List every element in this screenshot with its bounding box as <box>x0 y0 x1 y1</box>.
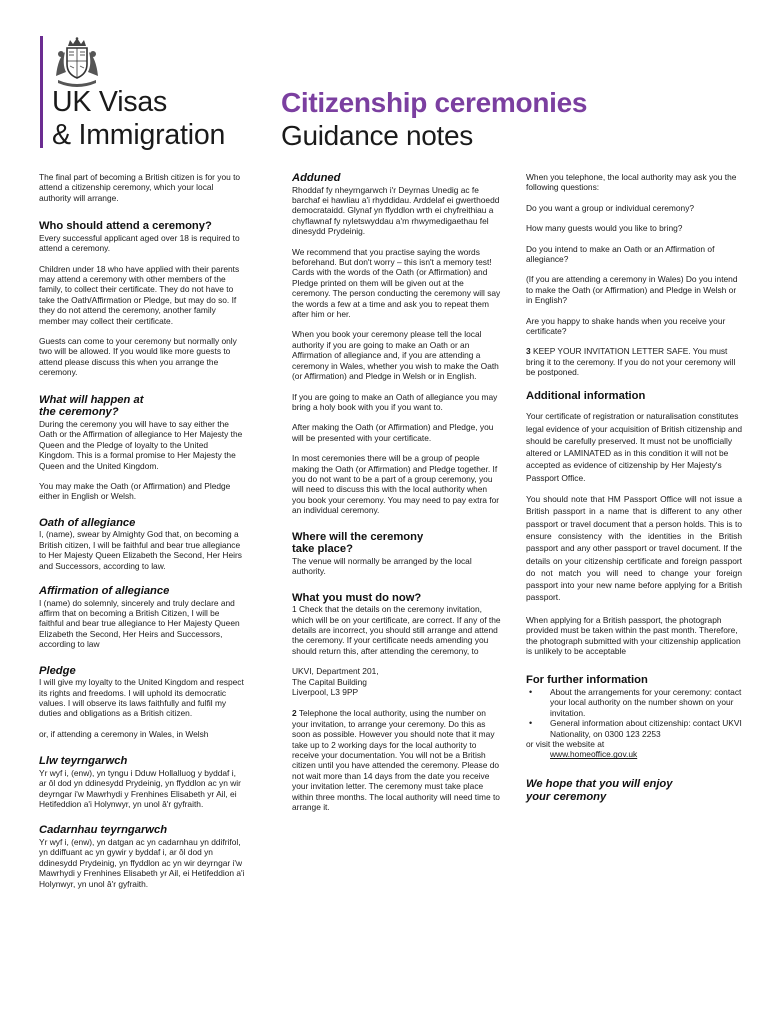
oath-heading: Oath of allegiance <box>39 516 136 529</box>
additional-heading: Additional information <box>526 389 646 402</box>
who-paragraph-1: Every successful applicant aged over 18 is required to attend a ceremony. <box>39 232 240 254</box>
page-subtitle: Guidance notes <box>281 120 473 151</box>
group-paragraph: In most ceremonies there will be a group of people making the Oath (or Affirmation) and Pledge together. If you do not want to be a part of a group ceremony, you will need to discuss this with the local authority when you book your ceremony. You may need to pay extra for an individual ceremony. <box>292 453 500 516</box>
further-item-ceremony: • About the arrangements for your ceremony: contact your local authority on the number shown on your invitation. <box>526 687 742 718</box>
adduned-heading: Adduned <box>292 172 341 184</box>
where-heading-line-2: take place? <box>292 543 353 556</box>
address-line-2: The Capital Building <box>292 676 367 687</box>
closing-line-1: We hope that you will enjoy <box>526 777 673 790</box>
further-item-citizenship: • General information about citizenship: contact UKVI Nationality, on 0300 123 2253 <box>526 718 742 739</box>
question-guests: How many guests would you like to bring? <box>526 223 683 234</box>
additional-paragraph-3: When applying for a British passport, the photograph provided must be taken within the past month. Therefore, the photograph submitted with your citizenship application is unlikely to be acceptable <box>526 614 741 656</box>
what-heading-line-2: the ceremony? <box>39 406 119 419</box>
website-link[interactable]: www.homeoffice.gov.uk <box>550 749 638 760</box>
cadarnhau-heading: Cadarnhau teyrngarwch <box>39 824 168 837</box>
where-heading <box>292 531 502 556</box>
keep-letter-number: 3 <box>526 346 531 357</box>
address-line-3: Liverpool, L3 9PP <box>292 687 359 697</box>
cadarnhau-text: Yr wyf i, (enw), yn datgan ac yn cadarnhau yn ddifrifol, yn ddiffuant ac yn gywir y byddaf i, ar ôl dod yn ddinesydd Prydeinig, yn ffyddlon ac yn wir deyrngar i'w Mawrhydi y Frenhines Elisabeth yr Ail, ei Hetifeddion a'i Holynwyr, yn unol â'r gyfraith. <box>39 837 245 889</box>
where-heading-line-1: Where will the ceremony <box>292 530 424 543</box>
intro-paragraph: The final part of becoming a British citizen is for you to attend a citizenship ceremony, which your local authority will arrange. <box>39 172 241 203</box>
who-paragraph-3: Guests can come to your ceremony but normally only two will be allowed. If you would like more guests to attend please discuss this when you arrange the ceremony. <box>39 336 237 378</box>
additional-paragraph-2: You should note that HM Passport Office will not issue a British passport in a name that is different to any other passport or travel document that a person holds. This is to ensure consistency with the identities in the British passport and any other passport or travel document. If the details on your citizenship certificate and foreign passport do not match you will need to change your foreign passport into your new name before applying for a British passport. <box>526 494 742 603</box>
llw-text: Yr wyf i, (enw), yn tyngu i Dduw Hollalluog y byddaf i, ar ôl dod yn ddinesydd Prydeinig, yn ffyddlon ac yn wir deyrngar i'w Mawrhydi y Frenhines Elisabeth yr Ail, ei Hetifeddion a'i Holynwyr, yn unol â'r gyfraith. <box>39 767 241 809</box>
visit-text: or visit the website at <box>526 738 605 749</box>
additional-paragraph-1: Your certificate of registration or naturalisation constitutes legal evidence of your acquisition of British citizenship and should be carefully preserved. It must not be unofficially altered or LAMINATED as in this condition it will not be accepted as evidence of citizenship by Her Majesty's Passport Office. <box>526 411 743 483</box>
must-heading: What you must do now? <box>292 591 422 604</box>
phone-intro: When you telephone, the local authority may ask you the following questions: <box>526 172 737 193</box>
closing-line-2: your ceremony <box>526 790 607 803</box>
brand-wordmark <box>52 86 225 152</box>
what-paragraph-1: During the ceremony you will have to say either the Oath or the Affirmation of allegiance to Her Majesty the Queen and the Pledge of loyalty to the United Kingdom. This is a formal promise to Her Majesty the Queen and the United Kingdom. <box>39 418 243 471</box>
who-paragraph-2: Children under 18 who have applied with their parents may attend a ceremony with other members of the family, to collect their certificate. They do not have to take the Oath/Affirmation or Pledge, but may do so. If they do not attend the ceremony, another family member may collect their certificate. <box>39 263 240 326</box>
pledge-heading: Pledge <box>39 664 76 677</box>
brand-line-1: UK Visas <box>52 86 168 118</box>
booking-paragraph: When you book your ceremony please tell the local authority if you are going to make an Oath or an Affirmation of allegiance and, if you are attending a ceremony in Wales, whether you wish to make the Oath (or Affirmation) and Pledge in Welsh or in English. <box>292 329 499 382</box>
must-step-2 <box>292 708 502 812</box>
question-oath: Do you intend to make an Oath or an Affirmation of allegiance? <box>526 243 715 265</box>
royal-crest-icon <box>52 36 102 91</box>
must-step-1: 1 Check that the details on the ceremony invitation, which will be on your certificate, are correct. If any of the details are incorrect, you should still arrange and attend the ceremony. If your certificate needs amending you should return this, after attending the ceremony, to <box>292 604 501 656</box>
address-line-1: UKVI, Department 201, <box>292 666 379 677</box>
what-heading <box>39 394 245 419</box>
adduned-text: Rhoddaf fy nheyrngarwch i'r Deyrnas Unedig ac fe barchaf ei hawliau a'i rhyddidau. Arddelaf ei gwerthoedd democrataidd. Glynaf yn ffyddlon wrth ei chyfreithiau a chyflawnaf fy nyletswyddau a'm rhwymedigaethau fel dinesydd Prydeinig. <box>292 184 500 237</box>
what-paragraph-2: You may make the Oath (or Affirmation) and Pledge either in English or Welsh. <box>39 480 231 502</box>
keep-letter-paragraph <box>526 346 742 377</box>
llw-heading: Llw teyrngarwch <box>39 755 128 768</box>
column-left <box>39 172 245 889</box>
brand-line-2: & Immigration <box>52 119 226 151</box>
oath-text: I, (name), swear by Almighty God that, on becoming a British citizen, I will be faithful and bear true allegiance to Her Majesty Queen Elizabeth the Second, Her Heirs and Successors, according to law. <box>39 529 242 571</box>
practise-paragraph: We recommend that you practise saying the words beforehand. But don't worry – this isn't a memory test! Cards with the words of the Oath (or Affirmation) and Pledge printed on them will be given out at the ceremony. The person conducting the ceremony will say the words a few at a time and ask you to repeat them after him or her. <box>292 246 501 320</box>
who-heading: Who should attend a ceremony? <box>39 220 212 233</box>
further-heading: For further information <box>526 674 648 687</box>
affirmation-text: I (name) do solemnly, sincerely and truly declare and affirm that on becoming a British Citizen, I will be faithful and bear true allegiance to Her Majesty Queen Elizabeth the Second, Her Heirs and Successors, according to law <box>39 597 240 650</box>
further-list <box>526 687 742 739</box>
column-right <box>526 172 742 804</box>
keep-letter-text: KEEP YOUR INVITATION LETTER SAFE. You must bring it to the ceremony. If you do not your ceremony will be postponed. <box>526 346 736 378</box>
closing-message <box>526 778 742 804</box>
what-heading-line-1: What will happen at <box>39 393 144 406</box>
brand-rule <box>40 36 43 148</box>
question-handshake: Are you happy to shake hands when you receive your certificate? <box>526 315 726 337</box>
website-paragraph <box>526 749 742 759</box>
must-step-2-text: Telephone the local authority, using the number on your invitation, to arrange your ceremony. Do this as soon as possible. However you should note that it may take up to 2 working days for the local authority to receive your documentation. You will not be a British citizen until you have attended the ceremony. Please do not wait more than 14 days from the date you receive your invitation letter. The ceremony must take place within three months. The local authority will need time to arrange it. <box>292 708 500 813</box>
presented-paragraph: After making the Oath (or Affirmation) and Pledge, you will be presented with your certificate. <box>292 422 494 443</box>
where-text: The venue will normally be arranged by the local authority. <box>292 555 472 577</box>
holy-book-paragraph: If you are going to make an Oath of allegiance you may bring a holy book with you if you want to. <box>292 391 498 412</box>
wales-note: or, if attending a ceremony in Wales, in Welsh <box>39 728 209 739</box>
must-step-2-number: 2 <box>292 708 297 719</box>
affirmation-heading: Affirmation of allegiance <box>39 584 170 597</box>
pledge-text: I will give my loyalty to the United Kingdom and respect its rights and freedoms. I will uphold its democratic values. I will observe its laws faithfully and fulfil my duties and obligations as a British citizen. <box>39 677 244 719</box>
question-wales: (If you are attending a ceremony in Wales) Do you intend to make the Oath (or Affirmation) and Pledge in Welsh or in English? <box>526 274 738 306</box>
page-title: Citizenship ceremonies <box>281 87 588 118</box>
column-middle <box>292 172 502 812</box>
question-group: Do you want a group or individual ceremony? <box>526 202 695 213</box>
